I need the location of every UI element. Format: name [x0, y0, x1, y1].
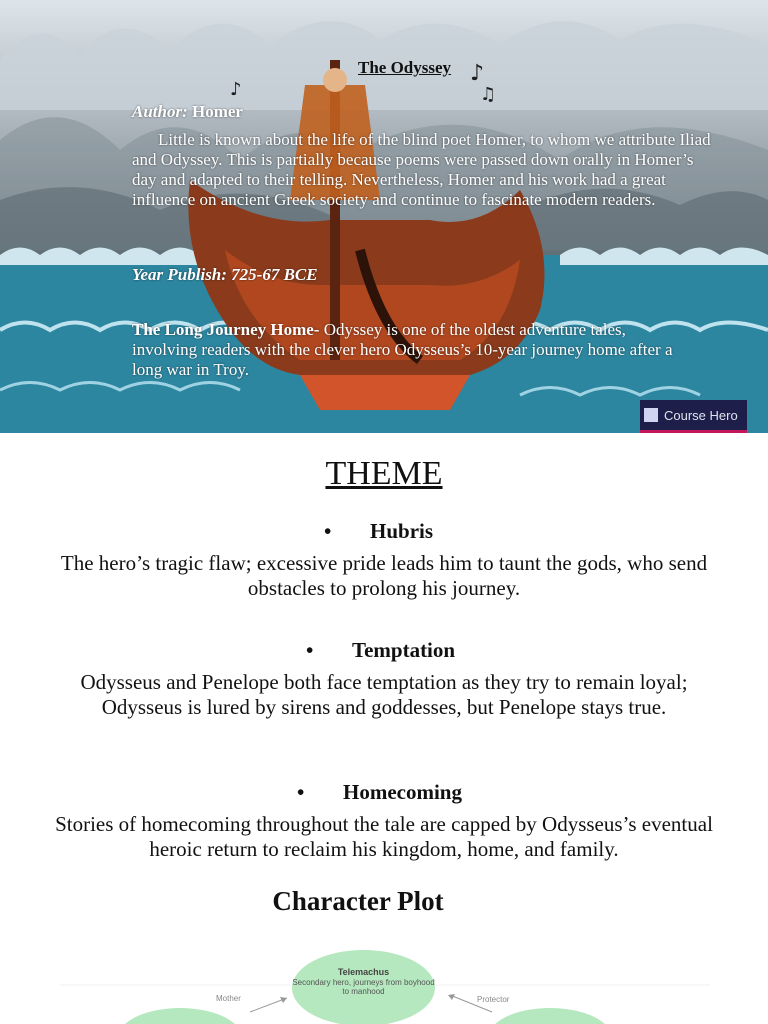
- journey-summary: [132, 320, 692, 380]
- theme-item-homecoming-text: Stories of homecoming throughout the tale are capped by Odysseus’s eventual heroic return to reclaim his kingdom, home, and family.: [55, 812, 713, 861]
- author-name: Homer: [192, 102, 243, 121]
- bullet-icon: •: [297, 780, 305, 804]
- theme-item-homecoming-title: • Homecoming: [297, 780, 462, 804]
- journey-text: Odyssey is one of the oldest adventure tales, involving readers with the clever hero Odysseus’s 10-year journey home after a long war in Troy.: [132, 320, 673, 379]
- course-hero-logo-icon: [644, 408, 658, 422]
- character-plot-heading: Character Plot: [272, 886, 444, 916]
- node-telemachus[interactable]: [292, 950, 435, 1024]
- badge-label: Course Hero: [664, 407, 738, 423]
- course-hero-badge[interactable]: [640, 400, 747, 433]
- character-diagram: [0, 940, 768, 1024]
- hero-title: The Odyssey: [358, 58, 452, 77]
- theme-heading: THEME: [325, 455, 443, 492]
- publish-year: Year Publish: 725-67 BCE: [132, 265, 318, 284]
- svg-text:♪: ♪: [470, 61, 485, 86]
- theme-item-temptation-title: • Temptation: [306, 638, 456, 662]
- author-bio: Little is known about the life of the blind poet Homer, to whom we attribute Iliad and Odyssey. This is partially because poems were passed down orally in Homer’s day and adapted to their telling. Nevertheless, Homer and his work had a great influence on ancient Greek society and continue to fascinate modern readers.: [132, 130, 711, 209]
- theme-item-hubris-text: The hero’s tragic flaw; excessive pride leads him to taunt the gods, who send obstacles to prolong his journey.: [60, 551, 708, 600]
- bullet-icon: •: [306, 638, 314, 662]
- svg-text:♫: ♫: [480, 84, 497, 105]
- svg-text:♪: ♪: [230, 79, 242, 100]
- label-mother: Mother: [216, 994, 241, 1003]
- bullet-icon: •: [324, 519, 332, 543]
- author-label: Author:: [132, 102, 188, 121]
- label-protector: Protector: [477, 995, 510, 1004]
- hero-banner: [0, 0, 768, 433]
- journey-label: The Long Journey Home-: [132, 320, 320, 339]
- node-telemachus-name: Telemachus: [337, 967, 390, 977]
- author-line: [132, 102, 243, 122]
- arrow-left: [250, 998, 287, 1012]
- theme-item-temptation-text: Odysseus and Penelope both face temptation as they try to remain loyal; Odysseus is lured by sirens and goddesses, but Penelope stays true.: [80, 670, 688, 719]
- node-telemachus-description: Secondary hero, journeys from boyhood to manhood: [292, 978, 435, 996]
- theme-item-hubris-title: • Hubris: [324, 519, 434, 543]
